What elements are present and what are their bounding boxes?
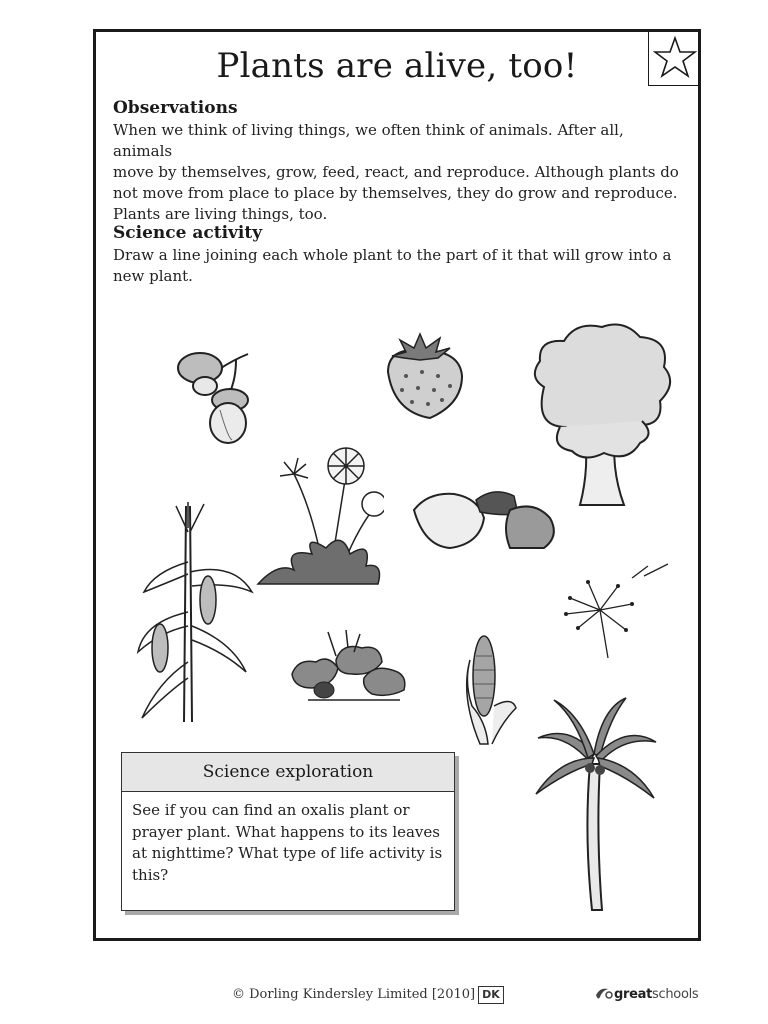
- activity-line: Draw a line joining each whole plant to the part of it that will grow into a: [113, 246, 672, 264]
- science-exploration-box: [121, 752, 455, 911]
- page-title: Plants are alive, too!: [216, 46, 578, 86]
- activity-heading: Science activity: [113, 223, 263, 243]
- observations-heading: Observations: [113, 98, 238, 118]
- greatschools-logo[interactable]: [594, 985, 698, 1002]
- exploration-line: prayer plant. What happens to its leaves: [132, 822, 440, 841]
- corn-plant-drawing: [134, 502, 256, 724]
- worksheet-frame: [93, 29, 701, 941]
- observations-line: When we think of living things, we often think of animals. After all, animals: [113, 121, 624, 160]
- dandelion-seeds-drawing: [558, 558, 678, 662]
- exploration-line: this?: [132, 865, 169, 884]
- bulbs-drawing: [410, 488, 560, 554]
- observations-line: move by themselves, grow, feed, react, and reproduce. Although plants do: [113, 163, 679, 181]
- exploration-line: at nighttime? What type of life activity is: [132, 844, 443, 862]
- dandelion-plant-drawing: [254, 444, 384, 586]
- strawberry-drawing: [380, 332, 470, 422]
- page-footer: [0, 984, 768, 1008]
- greatschools-suffix: schools: [652, 987, 699, 1002]
- science-exploration-text: [122, 792, 454, 894]
- greatschools-swoosh-icon: [594, 985, 614, 1001]
- copyright-text: © Dorling Kindersley Limited [2010]: [232, 987, 476, 1002]
- observations-line: Plants are living things, too.: [113, 205, 328, 223]
- observations-line: not move from place to place by themselves, they do grow and reproduce.: [113, 184, 678, 202]
- corn-cob-drawing: [462, 626, 522, 748]
- exploration-line: See if you can find an oxalis plant or: [132, 801, 410, 819]
- dk-logo: DK: [478, 986, 504, 1004]
- oak-tree-drawing: [524, 317, 678, 513]
- activity-text: [113, 245, 683, 287]
- observations-text: [113, 120, 683, 225]
- science-exploration-heading: Science exploration: [122, 753, 454, 792]
- palm-tree-drawing: [530, 694, 660, 914]
- activity-line: new plant.: [113, 267, 193, 285]
- acorns-drawing: [158, 348, 258, 448]
- greatschools-prefix: great: [614, 987, 653, 1002]
- strawberry-plant-drawing: [288, 626, 410, 702]
